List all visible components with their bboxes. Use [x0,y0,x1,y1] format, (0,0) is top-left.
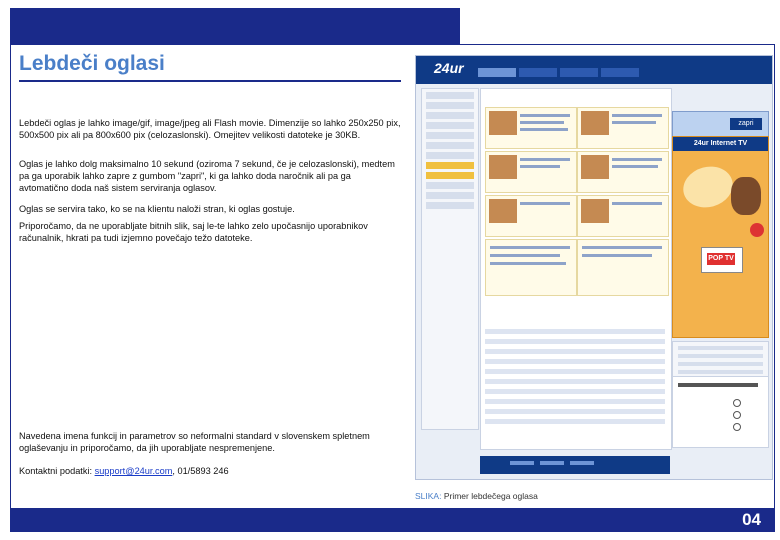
menu-line [426,192,474,199]
ad-person-graphic [731,177,761,215]
site-footer [480,456,670,474]
contact-info [19,466,229,476]
news-list-line [485,409,665,414]
image-caption [415,491,538,501]
news-line [490,246,570,249]
news-line [612,158,662,161]
poll-radio[interactable] [733,423,741,431]
news-card [485,107,577,149]
paragraph-recommendation: Priporočamo, da ne uporabljate bitnih slik, saj le-te lahko zelo upočasnijo uporabnikov računalnik, hkrati pa tudi izjemno povečajo težo datoteke. [19,221,368,243]
poll-radio[interactable] [733,399,741,407]
news-card [485,239,577,296]
news-card [577,195,669,237]
news-line [490,254,560,257]
news-card [577,239,669,296]
menu-line [426,112,474,119]
ad-round-button[interactable] [750,223,764,237]
news-line [520,165,560,168]
site-header [416,56,772,84]
menu-line [426,132,474,139]
site-nav [478,68,639,77]
right-line [678,346,763,350]
menu-line [426,202,474,209]
menu-line [426,92,474,99]
paragraph-serving: Oglas se servira tako, ko se na klientu naloži stran, ki oglas gostuje. [19,204,295,214]
news-card [577,151,669,193]
paragraph-formats: Lebdeči oglas je lahko image/gif, image/jpeg ali Flash movie. Dimenzije so lahko 250x250 pix, 500x500 pix ali pa 800x600 pix (celozaslonski). Omejitev velikosti datoteke je 30KB. [19,118,401,140]
site-nav-item [478,68,516,77]
right-line [678,354,763,358]
menu-line [426,152,474,159]
floating-ad-example-screenshot [415,55,773,480]
news-list-line [485,399,665,404]
floating-ad[interactable] [672,136,769,338]
news-photo [581,199,609,223]
news-line [582,254,652,257]
menu-line [426,142,474,149]
right-line [678,362,763,366]
news-photo [581,155,609,179]
footer-link [540,461,564,465]
footer-link [510,461,534,465]
bottom-band [10,509,775,532]
news-line [520,158,570,161]
menu-line [426,122,474,129]
site-poll [672,376,769,448]
news-photo [581,111,609,135]
floating-ad-header [672,111,769,139]
title-underline [19,80,401,82]
news-list-line [485,349,665,354]
news-line [612,114,662,117]
site-nav-item [560,68,598,77]
site-left-menu [421,88,479,430]
news-line [490,262,566,265]
news-line [520,202,570,205]
news-list-line [485,359,665,364]
top-band [10,8,460,44]
news-card [485,151,577,193]
news-line [520,114,570,117]
news-line [612,202,662,205]
menu-line-highlight [426,162,474,169]
news-list-line [485,379,665,384]
site-logo: 24ur [434,60,464,76]
menu-line-highlight [426,172,474,179]
slide-title: Lebdeči oglasi [19,52,165,75]
news-list-line [485,369,665,374]
news-line [582,246,662,249]
caption-text: Primer lebdečega oglasa [441,491,538,501]
caption-label: SLIKA: [415,491,442,501]
ad-logo: POP TV [707,253,735,265]
news-line [520,128,568,131]
site-nav-item [601,68,639,77]
news-photo [489,199,517,223]
news-line [520,121,564,124]
contact-email-link[interactable]: support@24ur.com [94,466,173,476]
poll-question [678,383,758,387]
right-line [678,370,763,374]
news-line [612,121,656,124]
ad-graphic [679,161,738,213]
poll-radio[interactable] [733,411,741,419]
news-list-line [485,389,665,394]
menu-line [426,182,474,189]
news-card [485,195,577,237]
news-card [577,107,669,149]
footer-link [570,461,594,465]
news-list-line [485,329,665,334]
ad-close-button[interactable]: zapri [730,118,762,130]
contact-phone: , 01/5893 246 [172,466,229,476]
news-line [612,165,658,168]
ad-brand: 24ur Internet TV [673,137,768,151]
site-main-column [480,88,672,450]
paragraph-duration: Oglas je lahko dolg maksimalno 10 sekund (oziroma 7 sekund, če je celozaslonski), medtem pa ga uporabik lahko zapre z gumbom "zapri", ki ga lahko doda naročnik ali pa ga avtomatično doda naš sistem serviranja oglasov. [19,159,395,193]
site-nav-item [519,68,557,77]
paragraph-standard: Navedena imena funkcij in parametrov so neformalni standard v slovenskem spletnem oglaševanju in priporočamo, da jih uporabljate nespremenjene. [19,431,370,453]
menu-line [426,102,474,109]
page-number: 04 [742,510,761,529]
news-list-line [485,339,665,344]
news-photo [489,155,517,179]
news-list-line [485,419,665,424]
news-photo [489,111,517,135]
contact-label: Kontaktni podatki: [19,466,95,476]
